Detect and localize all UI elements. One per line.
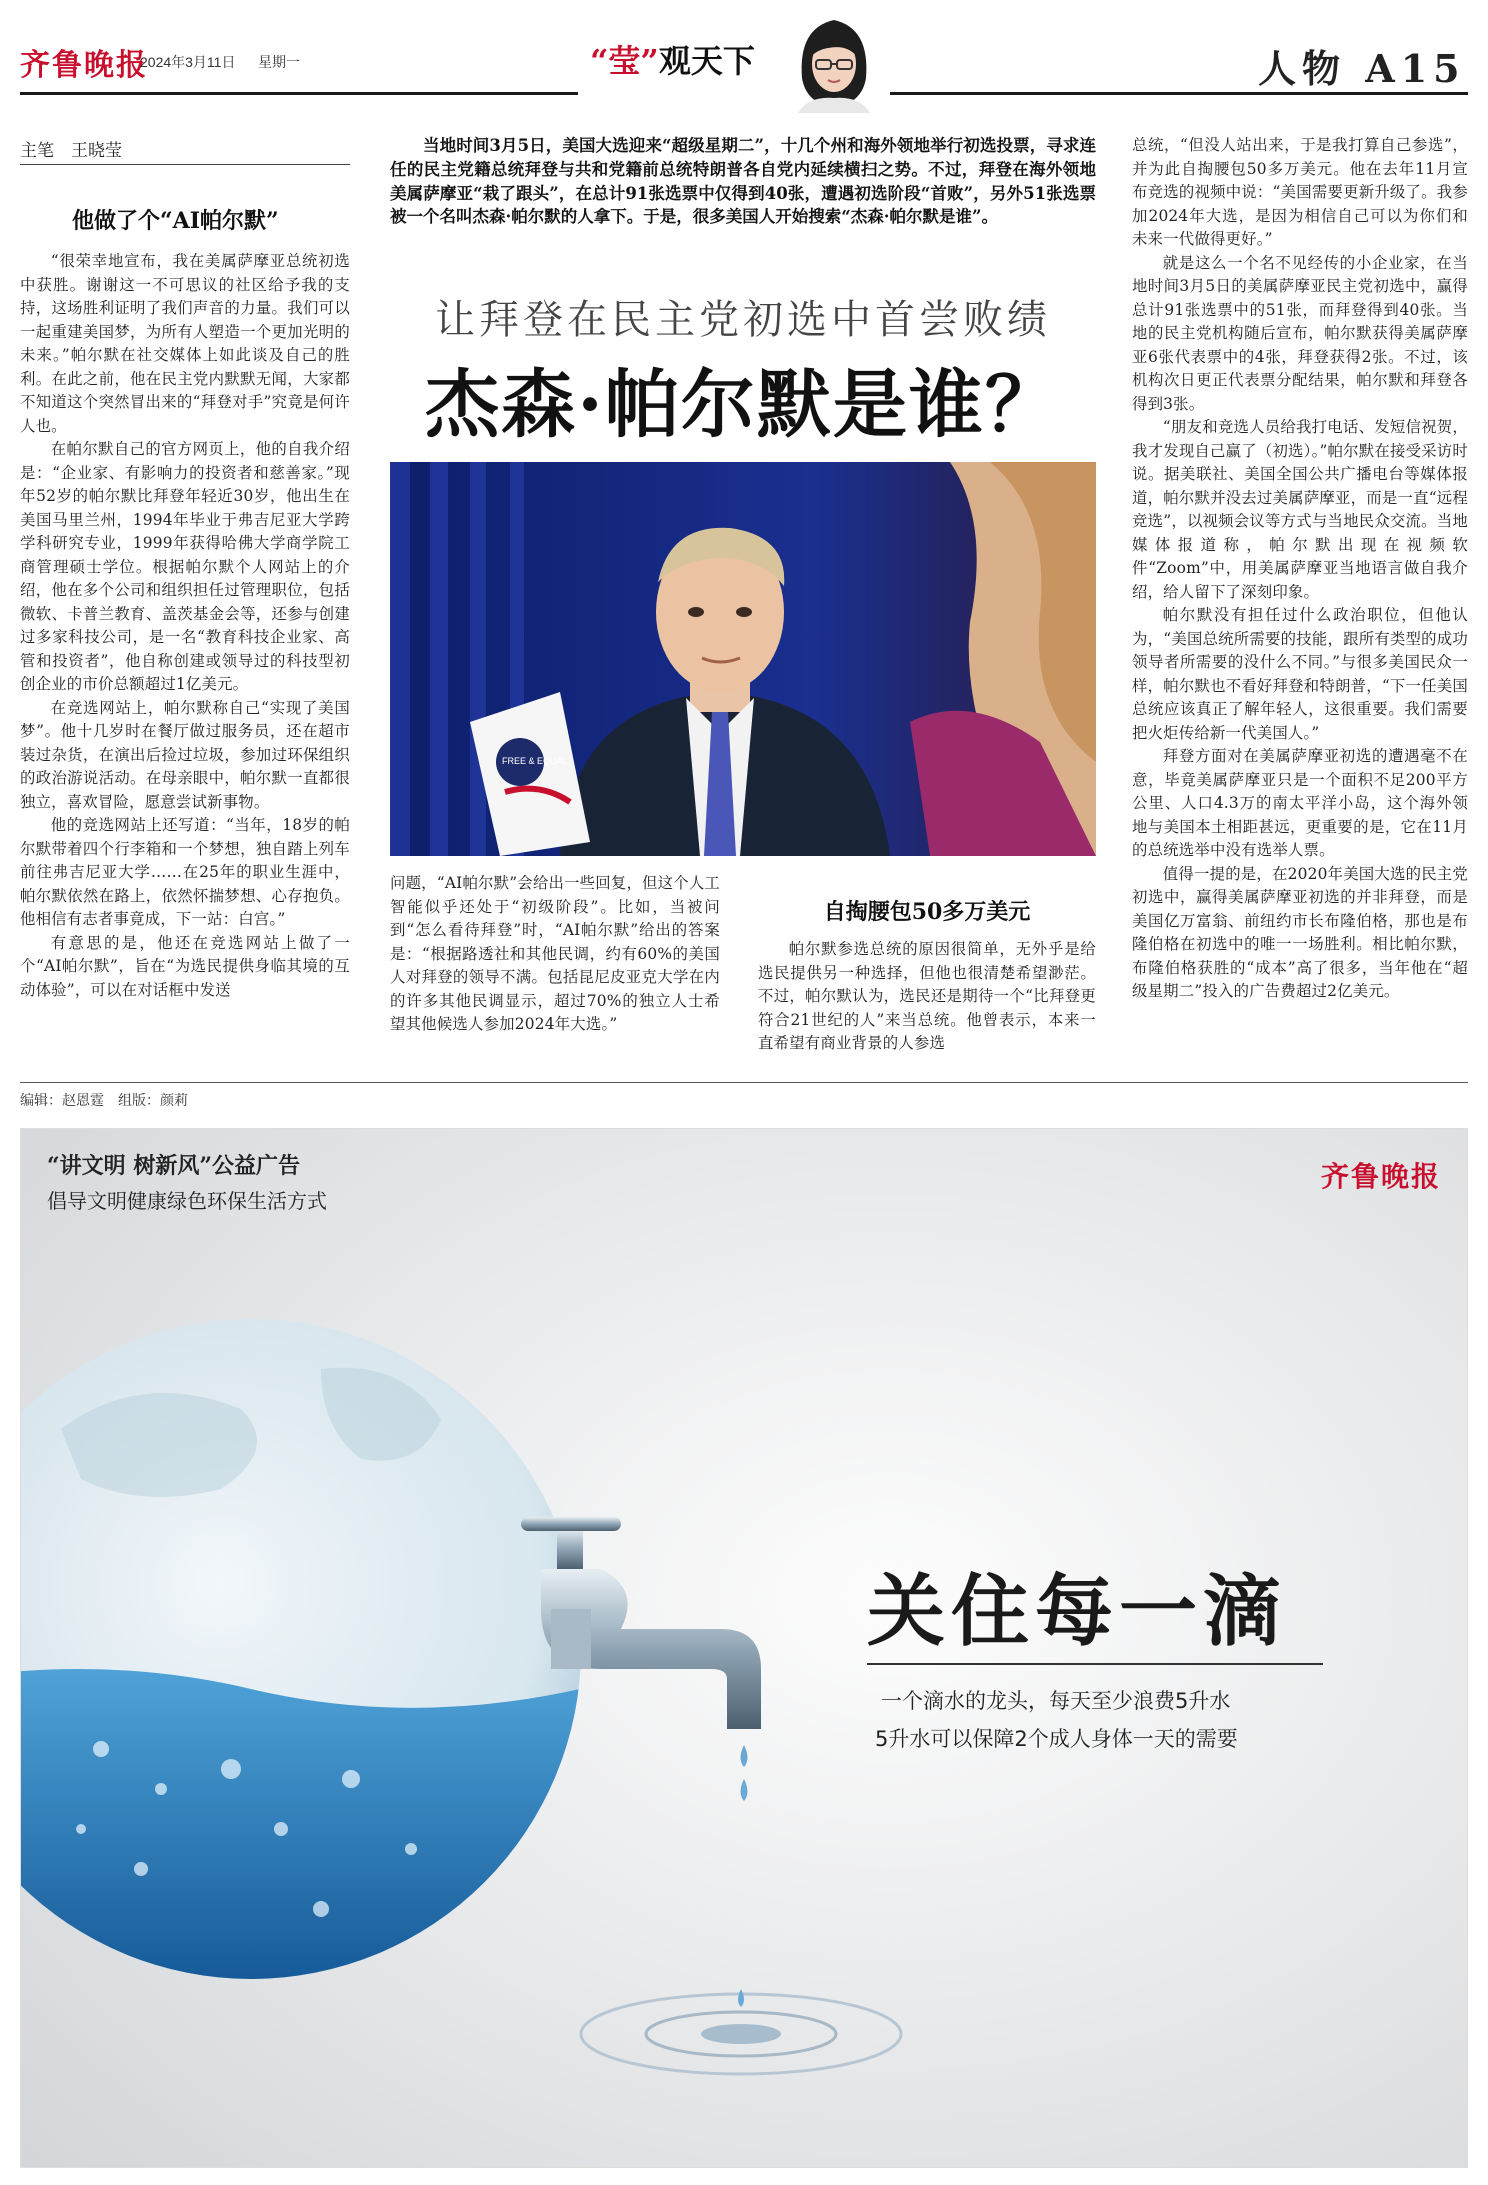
footer-rule: [20, 1082, 1468, 1083]
subsection-title: 自掏腰包50多万美元: [823, 899, 1031, 925]
article-lead: 当地时间3月5日，美国大选迎来“超级星期二”，十几个州和海外领地举行初选投票，寻求连任的民主党籍总统拜登与共和党籍前总统特朗普各自党内延续横扫之势。不过，拜登在海外领地美属萨摩亚“栽了跟头”，在总计91张选票中仅得到40张，遭遇初选阶段“首败”，另外51张选票被一个名叫杰森·帕尔默的人拿下。于是，很多美国人开始搜索“杰森·帕尔默是谁”。: [390, 136, 1096, 227]
article-paragraph: 帕尔默参选总统的原因很简单，无外乎是给选民提供另一种选择，但他也很清楚希望渺茫。不过，帕尔默认为，选民还是期待一个“比拜登更符合21世纪的人”来当总统。他曾表示，本来一直希望有商业背景的人参选: [758, 940, 1096, 1052]
article-col4: [1132, 134, 1468, 1004]
section-label: [1258, 38, 1466, 93]
article-paragraph: “朋友和竞选人员给我打电话、发短信祝贺，我才发现自己赢了（初选）。”帕尔默在接受采访时说。据美联社、美国全国公共广播电台等媒体报道，帕尔默并没去过美属萨摩亚，而是一直“远程竞选”，以视频会议等方式与当地民众交流。当地媒体报道称，帕尔默出现在视频软件“Zoom”中，用美属萨摩亚当地语言做自我介绍，给人留下了深刻印象。: [1132, 418, 1468, 601]
ad-copy-line-1: 一个滴水的龙头，每天至少浪费5升水: [881, 1689, 1231, 1713]
page-number: A15: [1365, 46, 1466, 91]
byline: 主笔 王晓莹: [20, 141, 122, 161]
column-title-mark: “莹”: [590, 42, 659, 80]
column-title-text: 观天下: [658, 42, 755, 80]
photo-sign-text: FREE & EQUAL: [502, 756, 568, 766]
sidebar-title: 他做了个“AI帕尔默”: [72, 208, 279, 234]
article-paragraph: 总统，“但没人站出来，于是我打算自己参选”，并为此自掏腰包50多万美元。他在去年11月宣布竞选的视频中说：“美国需要更新升级了。我参加2024年大选，是因为相信自己可以为你们和未来一代做得更好。”: [1132, 136, 1468, 248]
article-subtitle: 让拜登在民主党初选中首尝败绩: [435, 297, 1051, 343]
columnist-portrait: [788, 8, 880, 113]
article-paragraph: 拜登方面对在美属萨摩亚初选的遭遇毫不在意，毕竟美属萨摩亚只是一个面积不足200平方公里、人口4.3万的南太平洋小岛，这个海外领地与美国本土相距甚远，更重要的是，它在11月的总统选举中没有选举人票。: [1132, 747, 1468, 859]
ad-copy-line-2: 5升水可以保障2个成人身体一天的需要: [875, 1727, 1238, 1751]
issue-weekday: 星期一: [258, 54, 300, 70]
article-headline: 杰森·帕尔默是谁？: [425, 362, 1061, 448]
sidebar-paragraph: 在帕尔默自己的官方网页上，他的自我介绍是：“企业家、有影响力的投资者和慈善家。”现年52岁的帕尔默比拜登年轻近30岁，他出生在美国马里兰州，1994年毕业于弗吉尼亚大学跨学科研究专业，1999年获得哈佛大学商学院工商管理硕士学位。根据帕尔默个人网站上的介绍，他在多个公司和组织担任过管理职位，包括微软、卡普兰教育、盖茨基金会等，还参与创建过多家科技公司，是一名“教育科技企业家、高管和投资者”，他自称创建或领导过的科技型初创企业的市价总额超过1亿美元。: [20, 440, 350, 693]
news-photo: [390, 462, 1096, 856]
article-col2: [390, 872, 720, 1037]
article-paragraph: 就是这么一个名不见经传的小企业家，在当地时间3月5日的美属萨摩亚民主党初选中，赢得总计91张选票中的51张，而拜登得到40张。当地的民主党机构随后宣布，帕尔默获得美属萨摩亚6张代表票中的4张，拜登获得2张。不过，该机构次日更正代表票分配结果，帕尔默和拜登各得到3张。: [1132, 253, 1468, 413]
byline-rule: [20, 164, 350, 165]
public-service-ad: [20, 1128, 1468, 2168]
ad-newspaper-logo: 齐鲁晚报: [1321, 1160, 1442, 1193]
article-paragraph: 值得一提的是，在2020年美国大选的民主党初选中，赢得美属萨摩亚初选的并非拜登，而是美国亿万富翁、前纽约市长布隆伯格，那也是布隆伯格在初选中的唯一一场胜利。相比帕尔默，布隆伯格获胜的“成本”高了很多，当年他在“超级星期二”投入的广告费超过2亿美元。: [1132, 864, 1468, 1000]
ad-campaign-title: “讲文明 树新风”公益广告: [47, 1153, 300, 1179]
article-paragraph: 问题，“AI帕尔默”会给出一些回复，但这个人工智能似乎还处于“初级阶段”。比如，当被问到“怎么看待拜登”时，“AI帕尔默”给出的答案是：“根据路透社和其他民调，约有60%的美国人对拜登的领导不满。包括昆尼皮亚克大学在内的许多其他民调显示，超过70%的独立人士希望其他候选人参加2024年大选。”: [390, 874, 720, 1033]
column-title: [590, 36, 755, 82]
ad-headline: 关住每一滴: [867, 1566, 1288, 1657]
ad-headline-rule: [867, 1663, 1323, 1665]
sidebar-paragraph: 有意思的是，他还在竞选网站上做了一个“AI帕尔默”，旨在“为选民提供身临其境的互动体验”，可以在对话框中发送: [20, 933, 350, 999]
masthead-logo: 齐鲁晚报: [20, 48, 148, 83]
header-rule-left: [20, 92, 578, 95]
article-paragraph: 帕尔默没有担任过什么政治职位，但他认为，“美国总统所需要的技能，跟所有类型的成功领导者所需要的没什么不同。”与很多美国民众一样，帕尔默也不看好拜登和特朗普，“下一任美国总统应该真正了解年轻人，这很重要。我们需要把火炬传给新一代美国人。”: [1132, 606, 1468, 742]
article-col3: [758, 938, 1096, 1056]
section-name: 人物: [1258, 46, 1347, 91]
sidebar-paragraph: 在竞选网站上，帕尔默称自己“实现了美国梦”。他十几岁时在餐厅做过服务员，还在超市装过杂货，在演出后捡过垃圾，参加过环保组织的政治游说活动。在母亲眼中，帕尔默一直都很独立，喜欢冒险，愿意尝试新事物。: [20, 698, 350, 811]
sidebar-body: [20, 250, 350, 1002]
issue-date: 2024年3月11日: [140, 54, 236, 70]
ad-tagline: 倡导文明健康绿色环保生活方式: [47, 1189, 327, 1213]
sidebar-paragraph: “很荣幸地宣布，我在美属萨摩亚总统初选中获胜。谢谢这一不可思议的社区给予我的支持，这场胜利证明了我们声音的力量。我们可以一起重建美国梦，为所有人塑造一个更加光明的未来。”帕尔默在社交媒体上如此谈及自己的胜利。在此之前，他在民主党内默默无闻，大家都不知道这个突然冒出来的“拜登对手”究竟是何许人也。: [20, 252, 350, 435]
sidebar-paragraph: 他的竞选网站上还写道：“当年，18岁的帕尔默带着四个行李箱和一个梦想，独自踏上列车前往弗吉尼亚大学……在25年的职业生涯中，帕尔默依然在路上，依然怀揣梦想、心存抱负。他相信有志者事竟成，下一站：白宫。”: [20, 816, 350, 928]
page-credits: 编辑：赵恩霆 组版：颜莉: [20, 1093, 188, 1109]
